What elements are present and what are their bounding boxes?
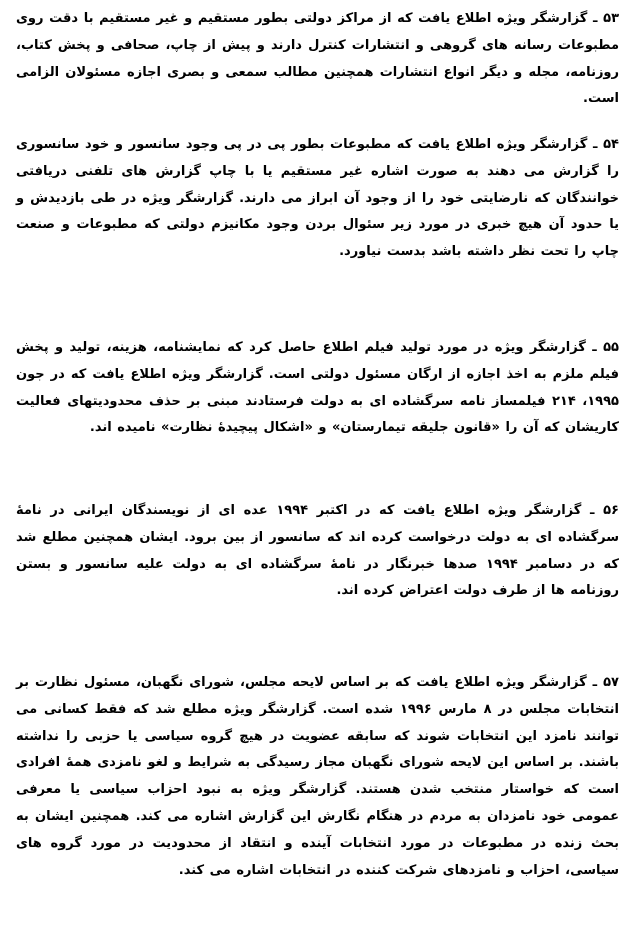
paragraph-57: ۵۷ ـ گزارشگر ویژه اطلاع یافت که بر اساس لایحه مجلس، شورای نگهبان، مسئول نظارت بر انتخابات مجلس در ۸ مارس ۱۹۹۶ شده است. گزارشگر ویژه مطلع شد که فقط کسانی می توانند نامزد این انتخابات شوند که سابقه عضویت در هیچ گروه سیاسی یا حزبی را نداشته باشند. بر اساس این لایحه شورای نگهبان مجاز رسیدگی به شرایط و لغو نامزدی همهٔ افرادی است که خواستار منتخب شدن هستند. گزارشگر ویژه به نبود احزاب سیاسی یا معرفی عمومی خود نامزدان به مردم در هنگام نگارش این گزارش اشاره می کند. همچنین ایشان به بحث زنده در مطبوعات در مورد انتخابات آینده و انتقاد از محدودیت در مورد گروه های سیاسی، احزاب و نامزدهای شرکت کننده در انتخابات اشاره می کند. (16, 675, 619, 878)
document-page (16, 0, 619, 942)
paragraph-number: ۵۵ (603, 340, 619, 355)
paragraph-53: ۵۳ ـ گزارشگر ویژه اطلاع یافت که از مراکز دولتی بطور مستقیم و غیر مستقیم با دقت روی مطبوعات رسانه های گروهی و انتشارات کنترل دارند و پیش از چاپ، صحافی و پخش کتاب، روزنامه، مجله و دیگر انواع انتشارات همچنین مطالب سمعی و بصری اجازه مسئولان الزامی است. (16, 11, 620, 107)
paragraph-54: ۵۴ ـ گزارشگر ویژه اطلاع یافت که مطبوعات بطور پی در پی وجود سانسور و خود سانسوری را گزارش می دهند به صورت اشاره غیر مستقیم یا با چاپ گزارش های تلفنی دریافتی خوانندگان که نارضایتی خود را از وجود آن ابراز می دارند. گزارشگر ویژه در طی بازدیدش و یا حدود آن هیچ خبری در مورد زیر سئوال بردن وجود مکانیزم دولتی که مطبوعات و صنعت چاپ را تحت نظر داشته باشد بدست نیاورد. (16, 137, 619, 260)
paragraph-number: ۵۶ (603, 503, 619, 518)
paragraph-number: ۵۴ (603, 137, 619, 152)
paragraph-text: گزارشگر ویژه اطلاع یافت که مطبوعات بطور پی در پی وجود سانسور و خود سانسوری را گزارش می دهند به صورت اشاره غیر مستقیم یا با چاپ گزارش های تلفنی دریافتی خوانندگان که نارضایتی خود را از وجود آن ابراز می دارند. گزارشگر ویژه در طی بازدیدش و یا حدود آن هیچ خبری در مورد زیر سئوال بردن وجود مکانیزم دولتی که مطبوعات و صنعت چاپ را تحت نظر داشته باشد بدست نیاورد. (16, 137, 619, 260)
paragraph-text: گزارشگر ویژه اطلاع یافت که در اکتبر ۱۹۹۴ عده ای از نویسندگان ایرانی در نامهٔ سرگشاده ای به دولت درخواست کرده اند که سانسور از بین برود. ایشان همچنین مطلع شد که در دسامبر ۱۹۹۴ صدها خبرنگار در نامهٔ سرگشاده ای به دولت علیه سانسور و بستن روزنامه ها از طرف دولت اعتراض کرده اند. (16, 503, 619, 599)
paragraph-text: گزارشگر ویژه در مورد تولید فیلم اطلاع حاصل کرد که نمایشنامه، هزینه، تولید و پخش فیلم ملزم به اخذ اجازه از ارگان مسئول دولتی است. گزارشگر ویژه اطلاع یافت که در جون ۱۹۹۵، ۲۱۴ فیلمساز نامه سرگشاده ای به دولت فرستادند مبنی بر حذف محدودیتهای فعالیت کاریشان که آن را «قانون جلیقه تیمارستان» و «اشکال پیچیدهٔ نظارت» نامیده اند. (16, 340, 619, 436)
paragraph-number: ۵۷ (603, 675, 619, 690)
paragraph-text: گزارشگر ویژه اطلاع یافت که از مراکز دولتی بطور مستقیم و غیر مستقیم با دقت روی مطبوعات رسانه های گروهی و انتشارات کنترل دارند و پیش از چاپ، صحافی و پخش کتاب، روزنامه، مجله و دیگر انواع انتشارات همچنین مطالب سمعی و بصری اجازه مسئولان الزامی است. (16, 11, 619, 107)
paragraph-text: گزارشگر ویژه اطلاع یافت که بر اساس لایحه مجلس، شورای نگهبان، مسئول نظارت بر انتخابات مجلس در ۸ مارس ۱۹۹۶ شده است. گزارشگر ویژه مطلع شد که فقط کسانی می توانند نامزد این انتخابات شوند که سابقه عضویت در هیچ گروه سیاسی یا حزبی را نداشته باشند. بر اساس این لایحه شورای نگهبان مجاز رسیدگی به شرایط و لغو نامزدی همهٔ افرادی است که خواستار منتخب شدن هستند. گزارشگر ویژه به نبود احزاب سیاسی یا معرفی عمومی خود نامزدان به مردم در هنگام نگارش این گزارش اشاره می کند. همچنین ایشان به بحث زنده در مطبوعات در مورد انتخابات آینده و انتقاد از محدودیت در مورد گروه های سیاسی، احزاب و نامزدهای شرکت کننده در انتخابات اشاره می کند. (16, 675, 619, 878)
paragraph-56: ۵۶ ـ گزارشگر ویژه اطلاع یافت که در اکتبر ۱۹۹۴ عده ای از نویسندگان ایرانی در نامهٔ سرگشاده ای به دولت درخواست کرده اند که سانسور از بین برود. ایشان همچنین مطلع شد که در دسامبر ۱۹۹۴ صدها خبرنگار در نامهٔ سرگشاده ای به دولت علیه سانسور و بستن روزنامه ها از طرف دولت اعتراض کرده اند. (16, 503, 619, 599)
paragraph-55: ۵۵ ـ گزارشگر ویژه در مورد تولید فیلم اطلاع حاصل کرد که نمایشنامه، هزینه، تولید و پخش فیلم ملزم به اخذ اجازه از ارگان مسئول دولتی است. گزارشگر ویژه اطلاع یافت که در جون ۱۹۹۵، ۲۱۴ فیلمساز نامه سرگشاده ای به دولت فرستادند مبنی بر حذف محدودیتهای فعالیت کاریشان که آن را «قانون جلیقه تیمارستان» و «اشکال پیچیدهٔ نظارت» نامیده اند. (16, 340, 619, 436)
paragraph-number: ۵۳ (603, 11, 620, 26)
